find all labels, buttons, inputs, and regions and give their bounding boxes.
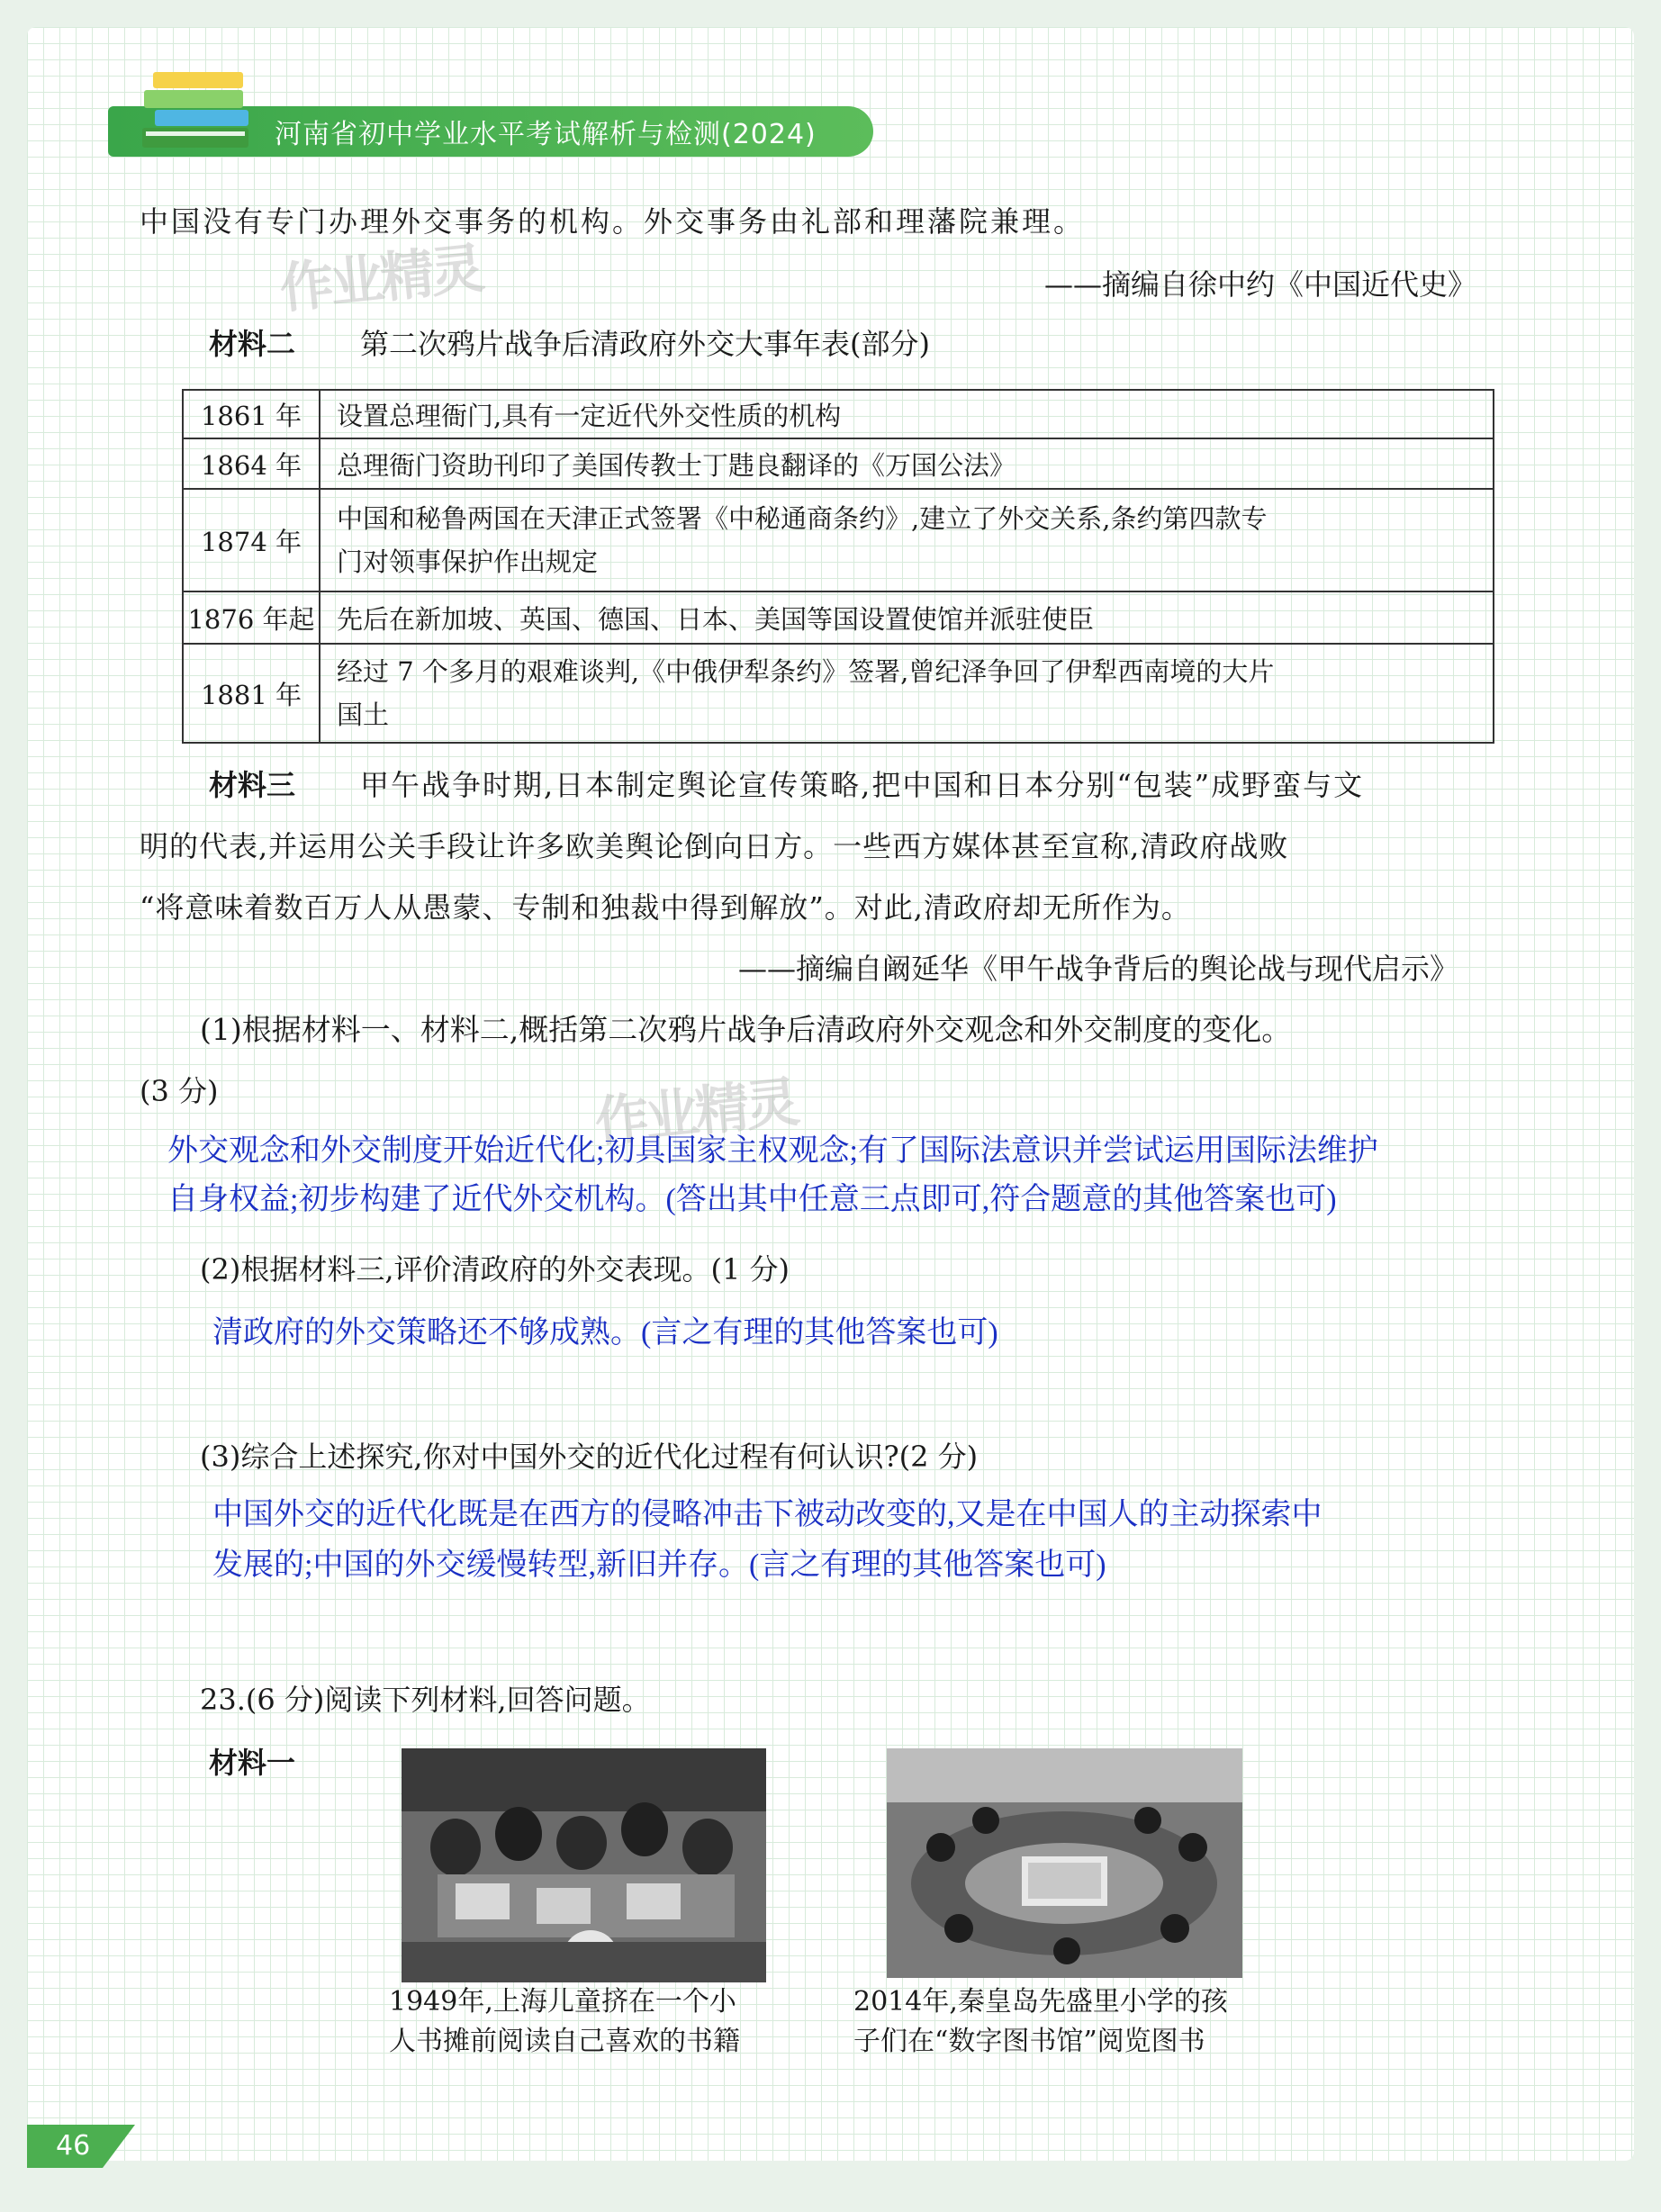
table-row xyxy=(183,644,1494,743)
photo-2014-digital-library xyxy=(887,1748,1242,1978)
event-year: 1881 年 xyxy=(183,644,320,743)
table-row xyxy=(183,489,1494,591)
event-desc xyxy=(320,489,1494,591)
event-desc-line: 国土 xyxy=(337,700,390,730)
event-desc-line: 先后在新加坡、英国、德国、日本、美国等国设置使馆并派驻使臣 xyxy=(337,603,1095,635)
table-row xyxy=(183,438,1494,489)
photo1-caption-line2: 人书摊前阅读自己喜欢的书籍 xyxy=(389,2026,740,2057)
event-desc-line: 经过 7 个多月的艰难谈判,《中俄伊犁条约》签署,曾纪泽争回了伊犁西南境的大片 xyxy=(337,656,1275,687)
question-3: (3)综合上述探究,你对中国外交的近代化过程有何认识?(2 分) xyxy=(200,1440,979,1474)
event-desc-line: 设置总理衙门,具有一定近代外交性质的机构 xyxy=(337,400,842,431)
event-desc xyxy=(320,390,1494,438)
watermark: 作业精灵 xyxy=(591,1070,799,1155)
question-2: (2)根据材料三,评价清政府的外交表现。(1 分) xyxy=(200,1252,790,1287)
question-1-score: (3 分) xyxy=(140,1074,219,1108)
question-23: 23.(6 分)阅读下列材料,回答问题。 xyxy=(200,1683,651,1717)
photo2-caption-line2: 子们在“数字图书馆”阅览图书 xyxy=(853,2026,1205,2057)
material3-source: ——摘编自阚延华《甲午战争背后的舆论战与现代启示》 xyxy=(738,952,1459,986)
event-year: 1864 年 xyxy=(183,438,320,489)
event-desc-line: 门对领事保护作出规定 xyxy=(337,546,599,577)
books-logo-icon xyxy=(135,63,261,162)
event-desc-line: 中国和秘鲁两国在天津正式签署《中秘通商条约》,建立了外交关系,条约第四款专 xyxy=(337,503,1268,534)
photo2-caption-line1: 2014年,秦皇岛先盛里小学的孩 xyxy=(853,1986,1228,2018)
answer-3-line1: 中国外交的近代化既是在西方的侵略冲击下被动改变的,又是在中国人的主动探索中 xyxy=(212,1498,1322,1531)
q23-material-label: 材料一 xyxy=(209,1746,296,1780)
watermark: 作业精灵 xyxy=(276,237,484,321)
material3-line2: 明的代表,并运用公关手段让许多欧美舆论倒向日方。一些西方媒体甚至宣称,清政府战败 xyxy=(140,829,1289,863)
material3-label: 材料三 xyxy=(209,768,296,802)
page-number: 46 xyxy=(56,2130,91,2162)
intro-source: ——摘编自徐中约《中国近代史》 xyxy=(1044,267,1477,302)
answer-2: 清政府的外交策略还不够成熟。(言之有理的其他答案也可) xyxy=(212,1316,998,1350)
photo1-caption-line1: 1949年,上海儿童挤在一个小 xyxy=(389,1986,736,2018)
event-desc xyxy=(320,644,1494,743)
question-1: (1)根据材料一、材料二,概括第二次鸦片战争后清政府外交观念和外交制度的变化。 xyxy=(200,1012,1292,1047)
table-row xyxy=(183,390,1494,438)
intro-line: 中国没有专门办理外交事务的机构。外交事务由礼部和理藩院兼理。 xyxy=(140,204,1086,239)
material3-line1: 甲午战争时期,日本制定舆论宣传策略,把中国和日本分别“包装”成野蛮与文 xyxy=(360,768,1365,802)
photo-1949-children-reading xyxy=(402,1748,766,1982)
answer-1-line1: 外交观念和外交制度开始近代化;初具国家主权观念;有了国际法意识并尝试运用国际法维护 xyxy=(167,1134,1378,1168)
event-year: 1874 年 xyxy=(183,489,320,591)
material2-label: 材料二 xyxy=(209,327,296,361)
answer-1-line2: 自身权益;初步构建了近代外交机构。(答出其中任意三点即可,符合题意的其他答案也可) xyxy=(167,1183,1337,1216)
events-table xyxy=(182,389,1494,744)
event-year: 1861 年 xyxy=(183,390,320,438)
event-year: 1876 年起 xyxy=(183,591,320,644)
material3-line3: “将意味着数百万人从愚蒙、专制和独裁中得到解放”。对此,清政府却无所作为。 xyxy=(140,890,1191,925)
material2-title: 第二次鸦片战争后清政府外交大事年表(部分) xyxy=(360,327,930,361)
event-desc xyxy=(320,438,1494,489)
event-desc xyxy=(320,591,1494,644)
answer-3-line2: 发展的;中国的外交缓慢转型,新旧并存。(言之有理的其他答案也可) xyxy=(212,1548,1106,1582)
event-desc-line: 总理衙门资助刊印了美国传教士丁韪良翻译的《万国公法》 xyxy=(337,449,1016,481)
header-title: 河南省初中学业水平考试解析与检测(2024) xyxy=(275,119,817,150)
table-row xyxy=(183,591,1494,644)
